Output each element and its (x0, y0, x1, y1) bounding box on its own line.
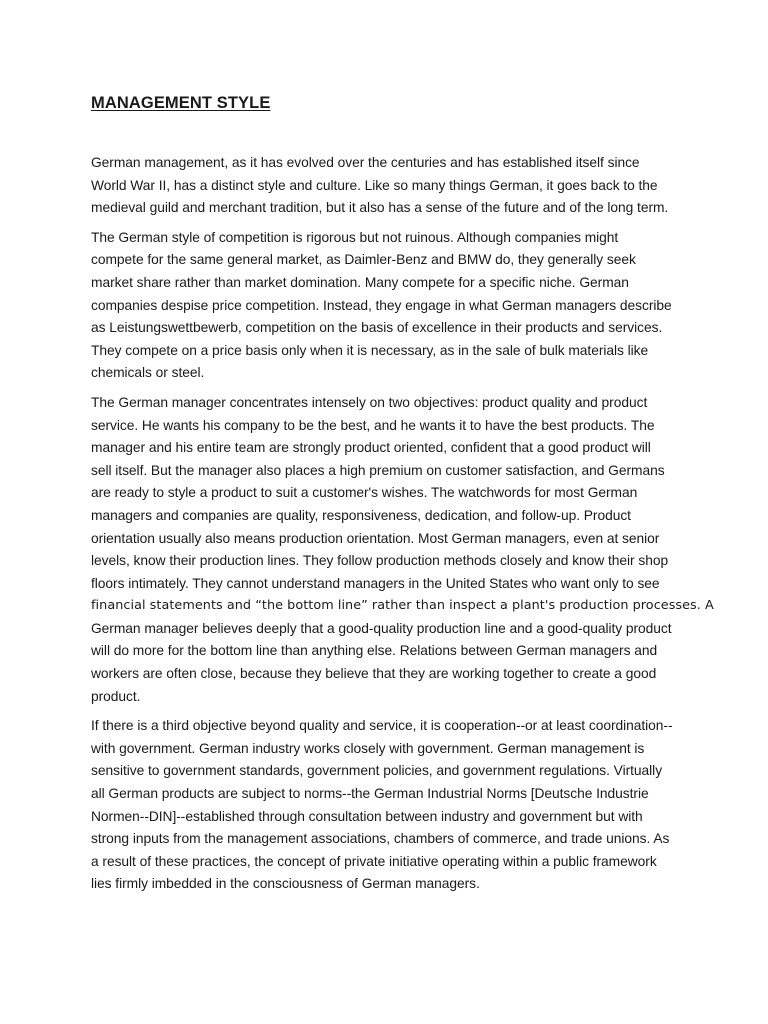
paragraph-line: all German products are subject to norms--the German Industrial Norms [Deutsche Industrie (91, 786, 649, 802)
paragraph-line: with government. German industry works closely with government. German management is (91, 740, 645, 756)
paragraph-line: as Leistungswettbewerb, competition on the basis of excellence in their products and services. (91, 320, 663, 336)
paragraph-4 (91, 715, 683, 896)
paragraph-line: compete for the same general market, as Daimler-Benz and BMW do, they generally seek (91, 252, 636, 268)
paragraph-3 (91, 392, 714, 708)
paragraph-line: lies firmly imbedded in the consciousness of German managers. (91, 876, 480, 892)
paragraph-line: companies despise price competition. Instead, they engage in what German managers describe (91, 297, 672, 313)
paragraph-line: workers are often close, because they believe that they are working together to create a good (91, 666, 657, 682)
paragraph-line: sensitive to government standards, government policies, and government regulations. Virtually (91, 763, 663, 779)
paragraph-line: service. He wants his company to be the best, and he wants it to have the best products. The (91, 417, 655, 433)
paragraph-line: strong inputs from the management associations, chambers of commerce, and trade unions. As (91, 831, 670, 847)
paragraph-line: will do more for the bottom line than anything else. Relations between German managers and (91, 643, 658, 659)
paragraph-line: levels, know their production lines. They follow production methods closely and know their shop (91, 553, 669, 569)
paragraph-line: chemicals or steel. (91, 365, 205, 381)
document-page (91, 92, 714, 892)
paragraph-line: medieval guild and merchant tradition, but it also has a sense of the future and of the long term. (91, 200, 669, 216)
paragraph-line: manager and his entire team are strongly product oriented, confident that a good product will (91, 440, 651, 456)
paragraph-1 (91, 152, 683, 220)
paragraph-line: orientation usually also means production orientation. Most German managers, even at senior (91, 530, 660, 546)
paragraph-line: product. (91, 688, 141, 704)
paragraph-line: floors intimately. They cannot understand managers in the United States who want only to see (91, 575, 660, 591)
paragraph-2 (91, 227, 683, 385)
paragraph-line: The German manager concentrates intensely on two objectives: product quality and product (91, 394, 648, 410)
paragraph-line: They compete on a price basis only when it is necessary, as in the sale of bulk materials like (91, 342, 649, 358)
paragraph-line: managers and companies are quality, responsiveness, dedication, and follow-up. Product (91, 507, 631, 523)
paragraph-line: World War II, has a distinct style and culture. Like so many things German, it goes back to the (91, 177, 658, 193)
paragraph-line: German management, as it has evolved over the centuries and has established itself since (91, 155, 640, 170)
document-title: MANAGEMENT STYLE (91, 94, 271, 112)
paragraph-line: a result of these practices, the concept of private initiative operating within a public framework (91, 853, 657, 869)
paragraph-line: Normen--DIN]--established through consultation between industry and government but with (91, 808, 643, 824)
document-body (91, 152, 714, 903)
paragraph-line: financial statements and “the bottom line” rather than inspect a plant's production processes. A (91, 598, 714, 614)
paragraph-line: are ready to style a product to suit a customer's wishes. The watchwords for most German (91, 485, 638, 501)
paragraph-line: The German style of competition is rigorous but not ruinous. Although companies might (91, 229, 619, 245)
paragraph-line: German manager believes deeply that a good-quality production line and a good-quality product (91, 620, 672, 636)
paragraph-line: If there is a third objective beyond quality and service, it is cooperation--or at least coordination-- (91, 718, 673, 734)
paragraph-line: sell itself. But the manager also places a high premium on customer satisfaction, and Germans (91, 462, 665, 478)
paragraph-line: market share rather than market domination. Many compete for a specific niche. German (91, 274, 629, 290)
